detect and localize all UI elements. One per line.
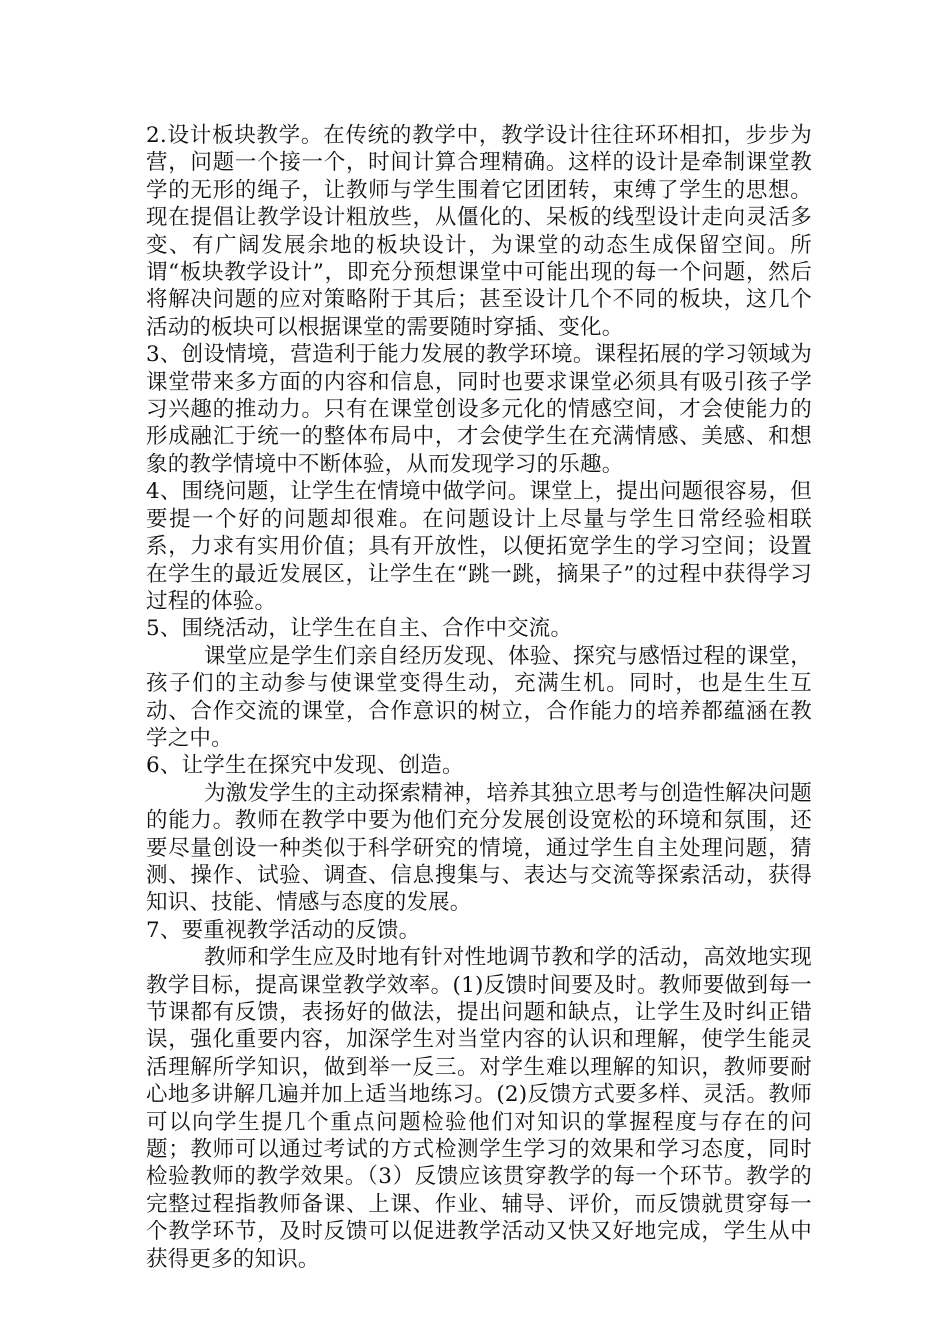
heading-section-6: 6、让学生在探究中发现、创造。	[146, 753, 464, 779]
paragraph-section-6-body: 为激发学生的主动探索精神，培养其独立思考与创造性解决问题的能力。教师在教学中要为他们充分发展创设宽松的环境和氛围，还要尽量创设一种类似于科学研究的情境，通过学生自主处理问题，猜测、操作、试验、调查、信息搜集与、表达与交流等探索活动，获得知识、技能、情感与态度的发展。	[146, 780, 812, 916]
document-page	[146, 122, 812, 1273]
paragraph-section-7-body: 教师和学生应及时地有针对性地调节教和学的活动，高效地实现教学目标，提高课堂教学效率。(1)反馈时间要及时。教师要做到每一节课都有反馈，表扬好的做法，提出问题和缺点，让学生及时纠正错误，强化重要内容，加深学生对当堂内容的认识和理解，使学生能灵活理解所学知识，做到举一反三。对学生难以理解的知识，教师要耐心地多讲解几遍并加上适当地练习。(2)反馈方式要多样、灵活。教师可以向学生提几个重点问题检验他们对知识的掌握程度与存在的问题；教师可以通过考试的方式检测学生学习的效果和学习态度，同时检验教师的教学效果。（3）反馈应该贯穿教学的每一个环节。教学的完整过程指教师备课、上课、作业、辅导、评价，而反馈就贯穿每一个教学环节，及时反馈可以促进教学活动又快又好地完成，学生从中获得更多的知识。	[146, 945, 812, 1272]
paragraph-section-5-body: 课堂应是学生们亲自经历发现、体验、探究与感悟过程的课堂，孩子们的主动参与使课堂变得生动，充满生机。同时，也是生生互动、合作交流的课堂，合作意识的树立，合作能力的培养都蕴涵在教学之中。	[146, 643, 812, 751]
heading-section-7: 7、要重视教学活动的反馈。	[146, 917, 421, 943]
paragraph-section-4: 4、围绕问题，让学生在情境中做学问。课堂上，提出问题很容易，但要提一个好的问题却很难。在问题设计上尽量与学生日常经验相联系，力求有实用价值；具有开放性，以便拓宽学生的学习空间；设置在学生的最近发展区，让学生在“跳一跳，摘果子”的过程中获得学习过程的体验。	[146, 479, 812, 614]
paragraph-section-2: 2.设计板块教学。在传统的教学中，教学设计往往环环相扣，步步为营，问题一个接一个，时间计算合理精确。这样的设计是牵制课堂教学的无形的绳子，让教师与学生围着它团团转，束缚了学生的思想。现在提倡让教学设计粗放些，从僵化的、呆板的线型设计走向灵活多变、有广阔发展余地的板块设计，为课堂的动态生成保留空间。所谓“板块教学设计”，即充分预想课堂中可能出现的每一个问题，然后将解决问题的应对策略附于其后；甚至设计几个不同的板块，这几个活动的板块可以根据课堂的需要随时穿插、变化。	[146, 123, 812, 340]
paragraph-section-3: 3、创设情境，营造利于能力发展的教学环境。课程拓展的学习领域为课堂带来多方面的内容和信息，同时也要求课堂必须具有吸引孩子学习兴趣的推动力。只有在课堂创设多元化的情感空间，才会使能力的形成融汇于统一的整体布局中，才会使学生在充满情感、美感、和想象的教学情境中不断体验，从而发现学习的乐趣。	[146, 342, 812, 477]
heading-section-5: 5、围绕活动，让学生在自主、合作中交流。	[146, 616, 573, 642]
